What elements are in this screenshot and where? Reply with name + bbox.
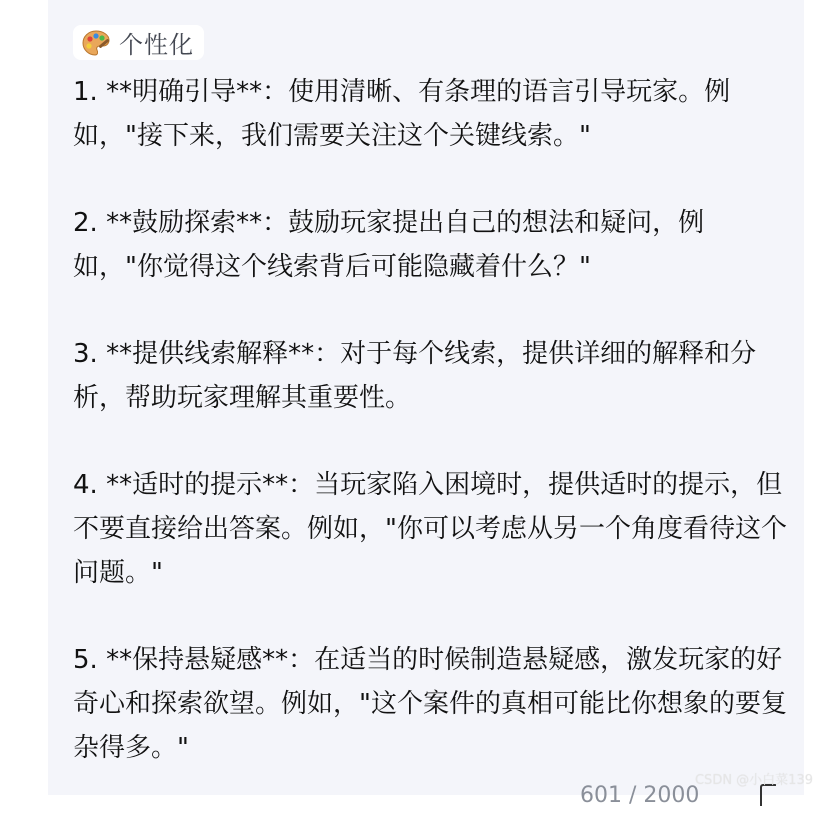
watermark: CSDN @小白菜139 <box>694 773 813 788</box>
list-item: 2. **鼓励探索**：鼓励玩家提出自己的想法和疑问，例如，"你觉得这个线索背后可能隐藏着什么？" <box>73 208 705 282</box>
palette-icon <box>81 28 111 58</box>
personalization-tag[interactable] <box>73 25 204 60</box>
list-item: 3. **提供线索解释**：对于每个线索，提供详细的解释和分析，帮助玩家理解其重要性。 <box>73 339 757 413</box>
list-item: 4. **适时的提示**：当玩家陷入困境时，提供适时的提示，但不要直接给出答案。例如，"你可以考虑从另一个角度看待这个问题。" <box>73 470 787 588</box>
character-counter: 601 / 2000 <box>580 783 700 808</box>
tag-label: 个性化 <box>119 31 194 59</box>
list-item: 5. **保持悬疑感**：在适当的时候制造悬疑感，激发玩家的好奇心和探索欲望。例如，"这个案件的真相可能比你想象的要复杂得多。" <box>73 645 787 763</box>
list-item: 1. **明确引导**：使用清晰、有条理的语言引导玩家。例如，"接下来，我们需要关注这个关键线索。" <box>73 77 731 151</box>
response-text <box>73 70 788 813</box>
